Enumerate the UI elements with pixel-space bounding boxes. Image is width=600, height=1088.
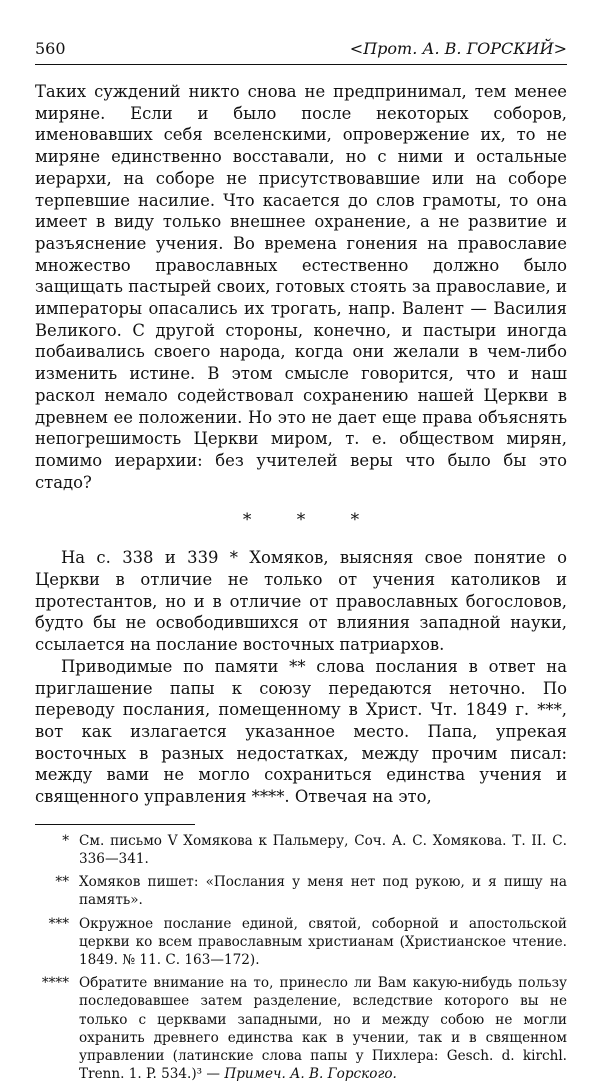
book-page bbox=[35, 38, 567, 1088]
footnote-text: Обратите внимание на то, принесло ли Вам какую-нибудь пользу последовавшее затем разделение, вследствие которого вы не только с церквами западными, но и между собою не могли охранить древнего единства как в учении, так и в священном управлении (латинские слова папы у Пихлера: Gesch. d. kirchl. Trenn. 1. P. 534.)³ — bbox=[79, 975, 567, 1083]
footnote-signature: Примеч. А. В. Горского. bbox=[224, 1066, 397, 1083]
footnote-text-container bbox=[79, 974, 567, 1083]
paragraph-2: На с. 338 и 339 * Хомяков, выясняя свое понятие о Церкви в отличие не только от учения католиков и протестантов, но и в отличие от православных богословов, будто бы не освободившихся от влияния западной науки, ссылается на послание восточных патриархов. bbox=[35, 548, 567, 655]
footnotes bbox=[35, 832, 567, 1084]
main-text bbox=[35, 81, 567, 808]
page-number: 560 bbox=[35, 39, 66, 58]
footnote-marker: ** bbox=[55, 874, 69, 891]
paragraph-3: Приводимые по памяти ** слова послания в ответ на приглашение папы к союзу передаются неточно. По переводу послания, помещенному в Христ. Чт. 1849 г. ***, вот как излагается указанное место. Папа, упрекая восточных в разных недостатках, между прочим писал: между вами не могло сохраниться единства учения и священного управления ****. Отвечая на это, bbox=[35, 656, 567, 807]
footnote-marker: * bbox=[62, 832, 69, 849]
running-header bbox=[35, 38, 567, 65]
footnote-text: См. письмо V Хомякова к Пальмеру, Соч. А. С. Хомякова. Т. II. С. 336—341. bbox=[79, 832, 567, 867]
footnote-2 bbox=[35, 873, 567, 909]
footnote-4 bbox=[35, 974, 567, 1083]
footnote-marker: *** bbox=[48, 915, 69, 932]
footnote-text: Хомяков пишет: «Послания у меня нет под рукою, и я пишу на память». bbox=[79, 874, 567, 909]
paragraph-1: Таких суждений никто снова не предпринимал, тем менее миряне. Если и было после некоторых соборов, именовавших себя вселенскими, опровержение их, то не миряне единственно восставали, но с ними и остальные иерархи, на соборе не присутствовавшие или на соборе терпевшие насилие. Что касается до слов грамоты, то она имеет в виду только внешнее охранение, а не развитие и разъяснение учения. Во времена гонения на православие множество православных естественно должно было защищать пастырей своих, готовых стоять за православие, и императоры опасались их трогать, напр. Валент — Василия Великого. С другой стороны, конечно, и пастыри иногда побаивались своего народа, когда они желали в чем-либо изменить истине. В этом смысле говорится, что и наш раскол немало содействовал сохранению нашей Церкви в древнем ее положении. Но это не дает еще права объяснять непогрешимость Церкви миром, т. е. обществом мирян, помимо иерархии: без учителей веры что было бы это стадо? bbox=[35, 82, 567, 492]
footnote-marker: **** bbox=[41, 975, 69, 992]
section-separator: * * * bbox=[242, 510, 380, 531]
footnote-rule bbox=[35, 824, 195, 825]
running-title: <Прот. А. В. ГОРСКИЙ> bbox=[349, 39, 567, 58]
footnote-text: Окружное послание единой, святой, соборной и апостольской церкви ко всем православным христианам (Христианское чтение. 1849. № 11. С. 163—172). bbox=[79, 915, 567, 969]
footnote-1 bbox=[35, 832, 567, 868]
footnote-3 bbox=[35, 915, 567, 970]
